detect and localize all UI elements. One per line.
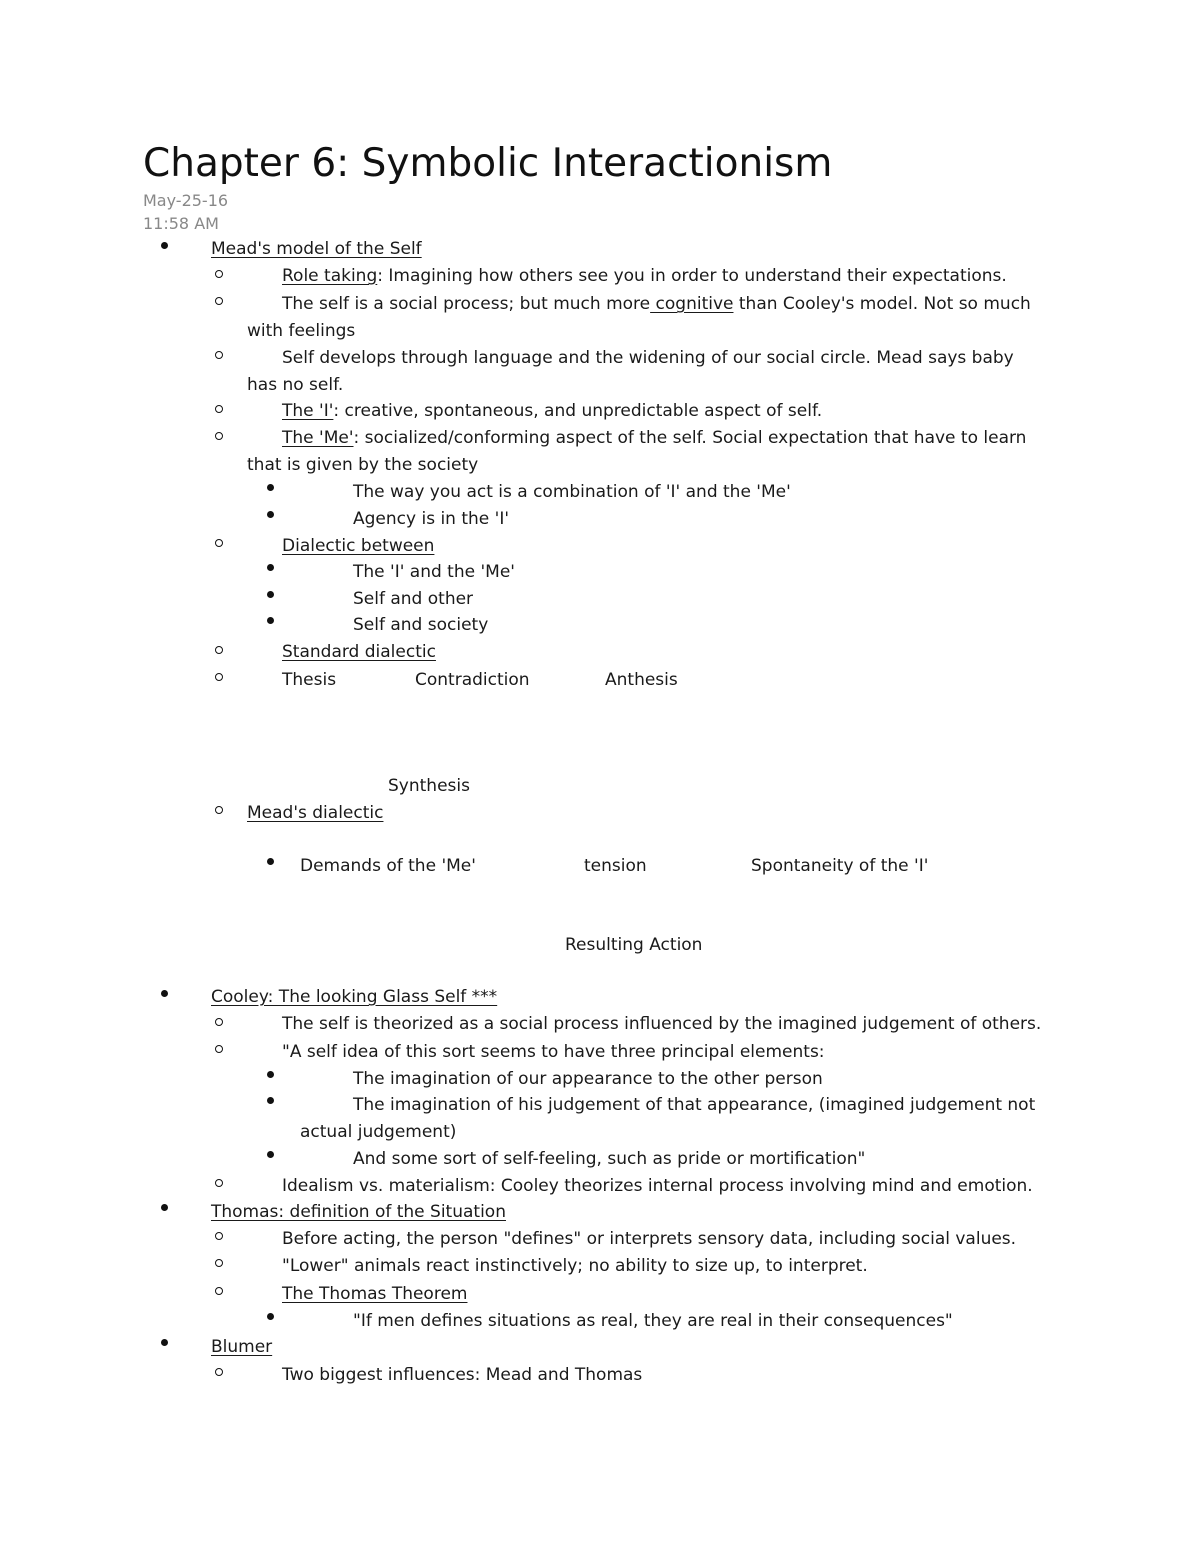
term-me: The 'Me' [282,428,354,448]
bullet-dot-icon [267,564,274,571]
list-item [282,399,822,423]
list-item: Idealism vs. materialism: Cooley theorizes internal process involving mind and emotion. [282,1176,1033,1196]
list-item: Self and society [353,615,489,635]
term-role-taking: Role taking [282,266,378,286]
list-item: The imagination of our appearance to the other person [353,1069,823,1089]
bullet-dot-icon [267,511,274,518]
blumer-heading: Blumer [211,1337,273,1357]
bullet-circle-icon [215,1045,223,1053]
bullet-circle-icon [215,539,223,547]
synthesis-label: Synthesis [388,776,470,796]
bullet-dot-icon [267,1151,274,1158]
list-item: The imagination of his judgement of that appearance, (imagined judgement not [353,1095,1036,1115]
bullet-dot-icon [267,591,274,598]
list-item-continuation: actual judgement) [300,1122,457,1142]
list-item-continuation: with feelings [247,321,356,341]
tension-label: tension [584,856,647,876]
note-date: May-25-16 [143,191,229,210]
demands-label: Demands of the 'Me' [300,856,476,876]
list-item: "A self idea of this sort seems to have three principal elements: [282,1042,825,1062]
mead-model-heading: Mead's model of the Self [211,239,422,259]
bullet-circle-icon [215,297,223,305]
contradiction-label: Contradiction [415,670,530,690]
i-definition: : creative, spontaneous, and unpredictable aspect of self. [333,401,823,421]
role-taking-definition: : Imagining how others see you in order to understand their expectations. [377,266,1007,286]
list-item: Before acting, the person "defines" or interprets sensory data, including social values. [282,1229,1017,1249]
note-time: 11:58 AM [143,214,219,233]
bullet-dot-icon [267,617,274,624]
term-i: The 'I' [282,401,334,421]
bullet-dot-icon [267,1313,274,1320]
bullet-dot-icon [161,990,168,997]
bullet-dot-icon [267,858,274,865]
bullet-circle-icon [215,1232,223,1240]
bullet-circle-icon [215,1018,223,1026]
list-item: Agency is in the 'I' [353,509,510,529]
thomas-heading: Thomas: definition of the Situation [211,1202,506,1222]
list-item: Self and other [353,589,474,609]
list-item: "Lower" animals react instinctively; no ability to size up, to interpret. [282,1256,868,1276]
list-item-continuation: has no self. [247,375,344,395]
bullet-circle-icon [215,646,223,654]
bullet-circle-icon [215,351,223,359]
bullet-circle-icon [215,270,223,278]
bullet-circle-icon [215,1368,223,1376]
bullet-dot-icon [267,1071,274,1078]
list-item: Two biggest influences: Mead and Thomas [282,1365,643,1385]
list-item: The way you act is a combination of 'I' and the 'Me' [353,482,791,502]
anthesis-label: Anthesis [605,670,678,690]
list-item: And some sort of self-feeling, such as pride or mortification" [353,1149,866,1169]
thomas-theorem-heading: The Thomas Theorem [282,1284,468,1304]
list-item: The 'I' and the 'Me' [353,562,515,582]
list-item: Self develops through language and the widening of our social circle. Mead says baby [282,348,1014,368]
bullet-circle-icon [215,432,223,440]
term-cognitive: cognitive [650,294,734,314]
thesis-label: Thesis [282,670,337,690]
bullet-circle-icon [215,673,223,681]
dialectic-heading: Dialectic between [282,536,435,556]
page-title: Chapter 6: Symbolic Interactionism [143,141,833,186]
spontaneity-label: Spontaneity of the 'I' [751,856,929,876]
list-item: The self is theorized as a social process influenced by the imagined judgement of others. [282,1014,1042,1034]
list-item [282,264,1007,288]
cooley-heading: Cooley: The looking Glass Self *** [211,987,498,1007]
me-definition: : socialized/conforming aspect of the self. Social expectation that have to learn [353,428,1027,448]
list-item: "If men defines situations as real, they are real in their consequences" [353,1311,953,1331]
bullet-dot-icon [267,484,274,491]
self-process-text: The self is a social process; but much more [282,294,651,314]
resulting-action-label: Resulting Action [565,935,703,955]
standard-dialectic-heading: Standard dialectic [282,642,436,662]
self-process-text-end: than Cooley's model. Not so much [733,294,1031,314]
bullet-dot-icon [161,1339,168,1346]
list-item [282,292,1031,316]
list-item [282,426,1026,450]
list-item-continuation: that is given by the society [247,455,479,475]
bullet-circle-icon [215,1179,223,1187]
bullet-circle-icon [215,806,223,814]
bullet-dot-icon [161,242,168,249]
bullet-dot-icon [267,1097,274,1104]
bullet-circle-icon [215,1259,223,1267]
bullet-dot-icon [161,1204,168,1211]
bullet-circle-icon [215,1287,223,1295]
bullet-circle-icon [215,405,223,413]
meads-dialectic-heading: Mead's dialectic [247,803,384,823]
